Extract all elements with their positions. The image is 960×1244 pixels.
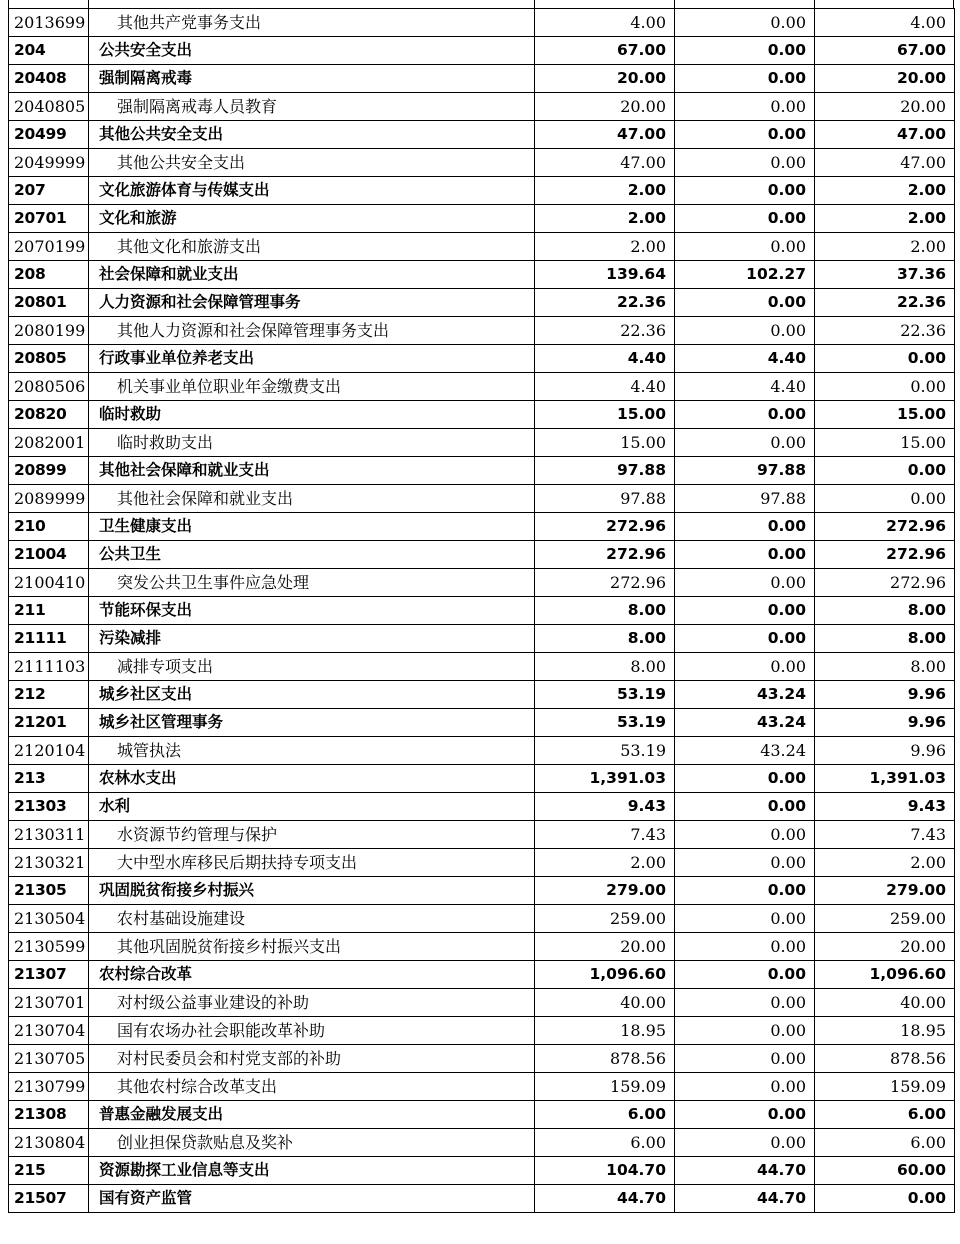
project-expenditure-cell: 0.00 — [815, 345, 955, 373]
account-code-cell: 21507 — [9, 1185, 89, 1213]
table-top-continuation — [8, 0, 954, 8]
account-code-cell: 2130804 — [9, 1129, 89, 1157]
total-amount-cell: 8.00 — [535, 625, 675, 653]
table-row — [9, 513, 955, 541]
total-amount-cell: 1,391.03 — [535, 765, 675, 793]
table-row — [9, 1073, 955, 1101]
account-code-cell: 212 — [9, 681, 89, 709]
basic-expenditure-cell: 0.00 — [675, 429, 815, 457]
total-amount-cell: 22.36 — [535, 317, 675, 345]
table-row — [9, 9, 955, 37]
account-name-cell: 机关事业单位职业年金缴费支出 — [89, 373, 535, 401]
table-row — [9, 1045, 955, 1073]
basic-expenditure-cell: 0.00 — [675, 765, 815, 793]
total-amount-cell: 22.36 — [535, 289, 675, 317]
total-amount-cell: 97.88 — [535, 457, 675, 485]
total-amount-cell: 8.00 — [535, 597, 675, 625]
total-amount-cell: 279.00 — [535, 877, 675, 905]
basic-expenditure-cell: 97.88 — [675, 485, 815, 513]
account-name-cell: 其他文化和旅游支出 — [89, 233, 535, 261]
total-amount-cell: 139.64 — [535, 261, 675, 289]
project-expenditure-cell: 2.00 — [815, 849, 955, 877]
account-name-cell: 大中型水库移民后期扶持专项支出 — [89, 849, 535, 877]
project-expenditure-cell: 22.36 — [815, 289, 955, 317]
total-amount-cell: 18.95 — [535, 1017, 675, 1045]
table-row — [9, 849, 955, 877]
total-amount-cell: 6.00 — [535, 1129, 675, 1157]
project-expenditure-cell: 0.00 — [815, 457, 955, 485]
basic-expenditure-cell: 0.00 — [675, 849, 815, 877]
account-code-cell: 2130504 — [9, 905, 89, 933]
account-code-cell: 204 — [9, 37, 89, 65]
project-expenditure-cell: 40.00 — [815, 989, 955, 1017]
project-expenditure-cell: 8.00 — [815, 597, 955, 625]
project-expenditure-cell: 8.00 — [815, 625, 955, 653]
project-expenditure-cell: 9.96 — [815, 709, 955, 737]
account-name-cell: 临时救助支出 — [89, 429, 535, 457]
total-amount-cell: 15.00 — [535, 429, 675, 457]
account-code-cell: 20899 — [9, 457, 89, 485]
basic-expenditure-cell: 43.24 — [675, 709, 815, 737]
account-name-cell: 临时救助 — [89, 401, 535, 429]
project-expenditure-cell: 6.00 — [815, 1101, 955, 1129]
total-amount-cell: 4.40 — [535, 345, 675, 373]
basic-expenditure-cell: 102.27 — [675, 261, 815, 289]
total-amount-cell: 7.43 — [535, 821, 675, 849]
total-amount-cell: 9.43 — [535, 793, 675, 821]
basic-expenditure-cell: 0.00 — [675, 821, 815, 849]
table-row — [9, 905, 955, 933]
account-name-cell: 普惠金融发展支出 — [89, 1101, 535, 1129]
account-code-cell: 20701 — [9, 205, 89, 233]
table-row — [9, 289, 955, 317]
project-expenditure-cell: 9.96 — [815, 681, 955, 709]
account-code-cell: 215 — [9, 1157, 89, 1185]
table-row — [9, 1157, 955, 1185]
table-row — [9, 1101, 955, 1129]
total-amount-cell: 97.88 — [535, 485, 675, 513]
total-amount-cell: 2.00 — [535, 849, 675, 877]
account-code-cell: 2111103 — [9, 653, 89, 681]
total-amount-cell: 4.40 — [535, 373, 675, 401]
total-amount-cell: 272.96 — [535, 513, 675, 541]
total-amount-cell: 272.96 — [535, 569, 675, 597]
basic-expenditure-cell: 0.00 — [675, 877, 815, 905]
table-row — [9, 233, 955, 261]
project-expenditure-cell: 47.00 — [815, 149, 955, 177]
account-name-cell: 文化旅游体育与传媒支出 — [89, 177, 535, 205]
basic-expenditure-cell: 0.00 — [675, 625, 815, 653]
total-amount-cell: 4.00 — [535, 9, 675, 37]
basic-expenditure-cell: 0.00 — [675, 905, 815, 933]
table-row — [9, 1185, 955, 1213]
account-name-cell: 资源勘探工业信息等支出 — [89, 1157, 535, 1185]
table-row — [9, 65, 955, 93]
total-amount-cell: 47.00 — [535, 149, 675, 177]
account-code-cell: 21308 — [9, 1101, 89, 1129]
total-amount-cell: 2.00 — [535, 177, 675, 205]
table-row — [9, 37, 955, 65]
total-amount-cell: 20.00 — [535, 933, 675, 961]
total-amount-cell: 6.00 — [535, 1101, 675, 1129]
account-code-cell: 2049999 — [9, 149, 89, 177]
basic-expenditure-cell: 44.70 — [675, 1185, 815, 1213]
total-amount-cell: 2.00 — [535, 205, 675, 233]
project-expenditure-cell: 2.00 — [815, 233, 955, 261]
total-amount-cell: 259.00 — [535, 905, 675, 933]
table-row — [9, 737, 955, 765]
account-name-cell: 农村综合改革 — [89, 961, 535, 989]
project-expenditure-cell: 47.00 — [815, 121, 955, 149]
basic-expenditure-cell: 0.00 — [675, 653, 815, 681]
table-row — [9, 401, 955, 429]
table-row — [9, 877, 955, 905]
total-amount-cell: 53.19 — [535, 681, 675, 709]
account-name-cell: 国有资产监管 — [89, 1185, 535, 1213]
table-row — [9, 961, 955, 989]
total-amount-cell: 20.00 — [535, 93, 675, 121]
basic-expenditure-cell: 0.00 — [675, 569, 815, 597]
account-code-cell: 208 — [9, 261, 89, 289]
account-name-cell: 城管执法 — [89, 737, 535, 765]
account-code-cell: 20801 — [9, 289, 89, 317]
account-name-cell: 强制隔离戒毒人员教育 — [89, 93, 535, 121]
table-row — [9, 261, 955, 289]
account-code-cell: 2130701 — [9, 989, 89, 1017]
account-code-cell: 2089999 — [9, 485, 89, 513]
table-row — [9, 933, 955, 961]
basic-expenditure-cell: 0.00 — [675, 989, 815, 1017]
account-code-cell: 2013699 — [9, 9, 89, 37]
account-code-cell: 2070199 — [9, 233, 89, 261]
basic-expenditure-cell: 4.40 — [675, 345, 815, 373]
project-expenditure-cell: 259.00 — [815, 905, 955, 933]
account-name-cell: 强制隔离戒毒 — [89, 65, 535, 93]
account-code-cell: 20805 — [9, 345, 89, 373]
table-row — [9, 821, 955, 849]
account-code-cell: 2130599 — [9, 933, 89, 961]
total-amount-cell: 1,096.60 — [535, 961, 675, 989]
basic-expenditure-cell: 0.00 — [675, 1101, 815, 1129]
total-amount-cell: 53.19 — [535, 709, 675, 737]
account-name-cell: 其他巩固脱贫衔接乡村振兴支出 — [89, 933, 535, 961]
project-expenditure-cell: 2.00 — [815, 205, 955, 233]
table-row — [9, 177, 955, 205]
project-expenditure-cell: 20.00 — [815, 933, 955, 961]
basic-expenditure-cell: 0.00 — [675, 121, 815, 149]
account-name-cell: 其他社会保障和就业支出 — [89, 485, 535, 513]
project-expenditure-cell: 159.09 — [815, 1073, 955, 1101]
expenditure-table — [8, 8, 955, 1213]
project-expenditure-cell: 8.00 — [815, 653, 955, 681]
basic-expenditure-cell: 0.00 — [675, 597, 815, 625]
total-amount-cell: 104.70 — [535, 1157, 675, 1185]
basic-expenditure-cell: 0.00 — [675, 317, 815, 345]
table-row — [9, 485, 955, 513]
total-amount-cell: 159.09 — [535, 1073, 675, 1101]
account-code-cell: 20408 — [9, 65, 89, 93]
total-amount-cell: 40.00 — [535, 989, 675, 1017]
account-code-cell: 21303 — [9, 793, 89, 821]
account-name-cell: 文化和旅游 — [89, 205, 535, 233]
account-name-cell: 水利 — [89, 793, 535, 821]
account-name-cell: 卫生健康支出 — [89, 513, 535, 541]
basic-expenditure-cell: 0.00 — [675, 149, 815, 177]
account-name-cell: 创业担保贷款贴息及奖补 — [89, 1129, 535, 1157]
basic-expenditure-cell: 0.00 — [675, 37, 815, 65]
table-row — [9, 681, 955, 709]
project-expenditure-cell: 9.43 — [815, 793, 955, 821]
project-expenditure-cell: 272.96 — [815, 569, 955, 597]
project-expenditure-cell: 37.36 — [815, 261, 955, 289]
table-row — [9, 541, 955, 569]
project-expenditure-cell: 0.00 — [815, 373, 955, 401]
basic-expenditure-cell: 0.00 — [675, 233, 815, 261]
account-code-cell: 2040805 — [9, 93, 89, 121]
account-name-cell: 突发公共卫生事件应急处理 — [89, 569, 535, 597]
project-expenditure-cell: 878.56 — [815, 1045, 955, 1073]
total-amount-cell: 44.70 — [535, 1185, 675, 1213]
project-expenditure-cell: 4.00 — [815, 9, 955, 37]
basic-expenditure-cell: 44.70 — [675, 1157, 815, 1185]
account-code-cell: 21305 — [9, 877, 89, 905]
account-code-cell: 207 — [9, 177, 89, 205]
account-name-cell: 其他共产党事务支出 — [89, 9, 535, 37]
table-row — [9, 93, 955, 121]
account-name-cell: 国有农场办社会职能改革补助 — [89, 1017, 535, 1045]
expenditure-table-body — [9, 9, 955, 1213]
project-expenditure-cell: 279.00 — [815, 877, 955, 905]
basic-expenditure-cell: 0.00 — [675, 177, 815, 205]
account-code-cell: 21111 — [9, 625, 89, 653]
table-row — [9, 709, 955, 737]
project-expenditure-cell: 7.43 — [815, 821, 955, 849]
project-expenditure-cell: 0.00 — [815, 485, 955, 513]
project-expenditure-cell: 2.00 — [815, 177, 955, 205]
account-name-cell: 节能环保支出 — [89, 597, 535, 625]
table-row — [9, 597, 955, 625]
account-name-cell: 农林水支出 — [89, 765, 535, 793]
table-row — [9, 121, 955, 149]
account-code-cell: 2130705 — [9, 1045, 89, 1073]
account-code-cell: 2130321 — [9, 849, 89, 877]
project-expenditure-cell: 20.00 — [815, 65, 955, 93]
project-expenditure-cell: 1,096.60 — [815, 961, 955, 989]
total-amount-cell: 878.56 — [535, 1045, 675, 1073]
account-name-cell: 社会保障和就业支出 — [89, 261, 535, 289]
project-expenditure-cell: 1,391.03 — [815, 765, 955, 793]
account-code-cell: 2120104 — [9, 737, 89, 765]
basic-expenditure-cell: 0.00 — [675, 289, 815, 317]
basic-expenditure-cell: 4.40 — [675, 373, 815, 401]
project-expenditure-cell: 22.36 — [815, 317, 955, 345]
account-code-cell: 21201 — [9, 709, 89, 737]
project-expenditure-cell: 272.96 — [815, 513, 955, 541]
project-expenditure-cell: 67.00 — [815, 37, 955, 65]
basic-expenditure-cell: 0.00 — [675, 1045, 815, 1073]
project-expenditure-cell: 20.00 — [815, 93, 955, 121]
table-row — [9, 149, 955, 177]
total-amount-cell: 67.00 — [535, 37, 675, 65]
account-name-cell: 污染减排 — [89, 625, 535, 653]
total-amount-cell: 272.96 — [535, 541, 675, 569]
table-row — [9, 625, 955, 653]
total-amount-cell: 15.00 — [535, 401, 675, 429]
account-name-cell: 公共安全支出 — [89, 37, 535, 65]
table-row — [9, 345, 955, 373]
total-amount-cell: 20.00 — [535, 65, 675, 93]
account-code-cell: 2100410 — [9, 569, 89, 597]
account-code-cell: 2082001 — [9, 429, 89, 457]
basic-expenditure-cell: 0.00 — [675, 1073, 815, 1101]
table-row — [9, 569, 955, 597]
account-name-cell: 公共卫生 — [89, 541, 535, 569]
account-code-cell: 2130311 — [9, 821, 89, 849]
account-name-cell: 人力资源和社会保障管理事务 — [89, 289, 535, 317]
account-code-cell: 213 — [9, 765, 89, 793]
account-code-cell: 211 — [9, 597, 89, 625]
account-name-cell: 城乡社区支出 — [89, 681, 535, 709]
table-row — [9, 765, 955, 793]
basic-expenditure-cell: 0.00 — [675, 541, 815, 569]
project-expenditure-cell: 15.00 — [815, 401, 955, 429]
basic-expenditure-cell: 0.00 — [675, 1129, 815, 1157]
account-name-cell: 对村民委员会和村党支部的补助 — [89, 1045, 535, 1073]
account-name-cell: 减排专项支出 — [89, 653, 535, 681]
account-name-cell: 其他人力资源和社会保障管理事务支出 — [89, 317, 535, 345]
basic-expenditure-cell: 0.00 — [675, 1017, 815, 1045]
account-code-cell: 20820 — [9, 401, 89, 429]
table-row — [9, 205, 955, 233]
table-row — [9, 989, 955, 1017]
account-code-cell: 2130799 — [9, 1073, 89, 1101]
basic-expenditure-cell: 0.00 — [675, 513, 815, 541]
basic-expenditure-cell: 0.00 — [675, 65, 815, 93]
account-name-cell: 巩固脱贫衔接乡村振兴 — [89, 877, 535, 905]
account-name-cell: 农村基础设施建设 — [89, 905, 535, 933]
basic-expenditure-cell: 0.00 — [675, 93, 815, 121]
basic-expenditure-cell: 43.24 — [675, 737, 815, 765]
table-row — [9, 653, 955, 681]
account-code-cell: 2080199 — [9, 317, 89, 345]
account-name-cell: 其他社会保障和就业支出 — [89, 457, 535, 485]
table-row — [9, 317, 955, 345]
project-expenditure-cell: 6.00 — [815, 1129, 955, 1157]
account-code-cell: 20499 — [9, 121, 89, 149]
account-code-cell: 21307 — [9, 961, 89, 989]
account-name-cell: 其他公共安全支出 — [89, 149, 535, 177]
account-name-cell: 对村级公益事业建设的补助 — [89, 989, 535, 1017]
basic-expenditure-cell: 0.00 — [675, 9, 815, 37]
table-row — [9, 373, 955, 401]
account-code-cell: 21004 — [9, 541, 89, 569]
account-name-cell: 其他农村综合改革支出 — [89, 1073, 535, 1101]
table-row — [9, 429, 955, 457]
project-expenditure-cell: 272.96 — [815, 541, 955, 569]
account-name-cell: 城乡社区管理事务 — [89, 709, 535, 737]
total-amount-cell: 8.00 — [535, 653, 675, 681]
account-name-cell: 水资源节约管理与保护 — [89, 821, 535, 849]
total-amount-cell: 2.00 — [535, 233, 675, 261]
project-expenditure-cell: 18.95 — [815, 1017, 955, 1045]
project-expenditure-cell: 0.00 — [815, 1185, 955, 1213]
table-row — [9, 1129, 955, 1157]
basic-expenditure-cell: 0.00 — [675, 205, 815, 233]
table-row — [9, 1017, 955, 1045]
basic-expenditure-cell: 0.00 — [675, 933, 815, 961]
account-code-cell: 2130704 — [9, 1017, 89, 1045]
project-expenditure-cell: 9.96 — [815, 737, 955, 765]
project-expenditure-cell: 60.00 — [815, 1157, 955, 1185]
account-name-cell: 其他公共安全支出 — [89, 121, 535, 149]
basic-expenditure-cell: 0.00 — [675, 401, 815, 429]
account-name-cell: 行政事业单位养老支出 — [89, 345, 535, 373]
account-code-cell: 2080506 — [9, 373, 89, 401]
basic-expenditure-cell: 97.88 — [675, 457, 815, 485]
basic-expenditure-cell: 43.24 — [675, 681, 815, 709]
account-code-cell: 210 — [9, 513, 89, 541]
table-row — [9, 457, 955, 485]
basic-expenditure-cell: 0.00 — [675, 793, 815, 821]
project-expenditure-cell: 15.00 — [815, 429, 955, 457]
table-row — [9, 793, 955, 821]
total-amount-cell: 47.00 — [535, 121, 675, 149]
basic-expenditure-cell: 0.00 — [675, 961, 815, 989]
total-amount-cell: 53.19 — [535, 737, 675, 765]
